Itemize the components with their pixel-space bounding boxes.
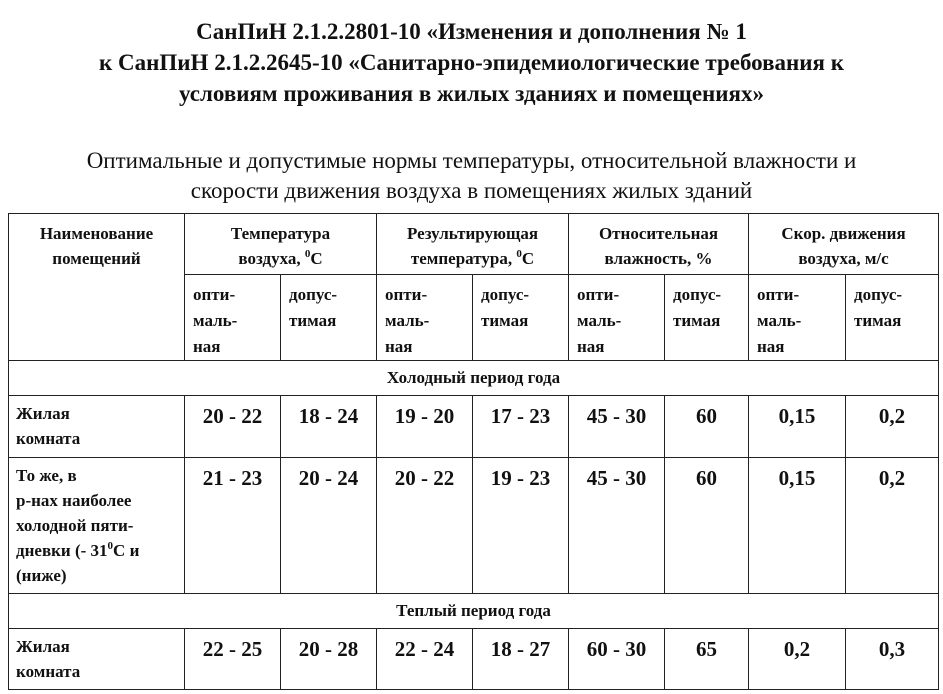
period-label: Теплый период года <box>9 594 939 629</box>
table-row <box>9 458 939 594</box>
value-cell: 20 - 22 <box>377 458 473 594</box>
value-cell: 18 - 27 <box>473 629 569 690</box>
document-title <box>0 16 943 109</box>
value-cell: 22 - 24 <box>377 629 473 690</box>
value-cell: 0,15 <box>749 396 846 458</box>
caption-line-2: скорости движения воздуха в помещениях жилых зданий <box>190 178 753 203</box>
value-cell: 20 - 28 <box>281 629 377 690</box>
header-resulting-temperature <box>377 214 569 275</box>
value-cell: 0,2 <box>846 458 939 594</box>
value-cell: 60 <box>665 396 749 458</box>
title-line-2: к СанПиН 2.1.2.2645-10 «Санитарно-эпидемиологические требования к <box>99 50 844 75</box>
table-row <box>9 396 939 458</box>
header-air-speed <box>749 214 939 275</box>
header-text: Наименование <box>39 224 154 243</box>
header-text: температура, $^0$С <box>410 248 535 268</box>
value-cell: 0,2 <box>749 629 846 690</box>
room-name: Жилая комната <box>9 629 185 690</box>
header-text: Температура <box>230 224 331 243</box>
period-label: Холодный период года <box>9 361 939 396</box>
value-cell: 20 - 22 <box>185 396 281 458</box>
header-optimal: опти- маль- ная <box>569 275 665 361</box>
value-cell: 18 - 24 <box>281 396 377 458</box>
value-cell: 0,15 <box>749 458 846 594</box>
value-cell: 19 - 23 <box>473 458 569 594</box>
table-caption <box>0 146 943 206</box>
header-air-temperature <box>185 214 377 275</box>
header-text: воздуха, м/с <box>798 249 889 268</box>
value-cell: 20 - 24 <box>281 458 377 594</box>
header-optimal: опти- маль- ная <box>749 275 846 361</box>
room-name: Жилая комната <box>9 396 185 458</box>
value-cell: 0,3 <box>846 629 939 690</box>
value-cell: 17 - 23 <box>473 396 569 458</box>
value-cell: 65 <box>665 629 749 690</box>
value-cell: 0,2 <box>846 396 939 458</box>
value-cell: 21 - 23 <box>185 458 281 594</box>
header-text: помещений <box>52 249 141 268</box>
period-row <box>9 594 939 629</box>
header-text: воздуха, $^0$С <box>238 248 323 268</box>
header-allowed: допус- тимая <box>665 275 749 361</box>
period-row <box>9 361 939 396</box>
header-optimal: опти- маль- ная <box>185 275 281 361</box>
header-text: Скор. движения <box>781 224 906 243</box>
header-row-groups <box>9 214 939 275</box>
room-name: То же, в р-нах наиболее холодной пяти- дневки (- $31^0С$ и (ниже) <box>9 458 185 594</box>
norms-table <box>8 213 939 690</box>
header-text: влажность, % <box>604 249 713 268</box>
header-room-name <box>9 214 185 361</box>
header-text: Относительная <box>598 224 719 243</box>
header-allowed: допус- тимая <box>473 275 569 361</box>
value-cell: 22 - 25 <box>185 629 281 690</box>
header-optimal: опти- маль- ная <box>377 275 473 361</box>
header-text: Результирующая <box>406 224 539 243</box>
caption-line-1: Оптимальные и допустимые нормы температуры, относительной влажности и <box>86 148 857 173</box>
header-allowed: допус- тимая <box>846 275 939 361</box>
table-row <box>9 629 939 690</box>
header-relative-humidity <box>569 214 749 275</box>
value-cell: 19 - 20 <box>377 396 473 458</box>
value-cell: 60 <box>665 458 749 594</box>
title-line-1: СанПиН 2.1.2.2801-10 «Изменения и дополнения № 1 <box>196 19 747 44</box>
value-cell: 45 - 30 <box>569 458 665 594</box>
title-line-3: условиям проживания в жилых зданиях и помещениях» <box>178 81 765 106</box>
value-cell: 60 - 30 <box>569 629 665 690</box>
header-allowed: допус- тимая <box>281 275 377 361</box>
value-cell: 45 - 30 <box>569 396 665 458</box>
